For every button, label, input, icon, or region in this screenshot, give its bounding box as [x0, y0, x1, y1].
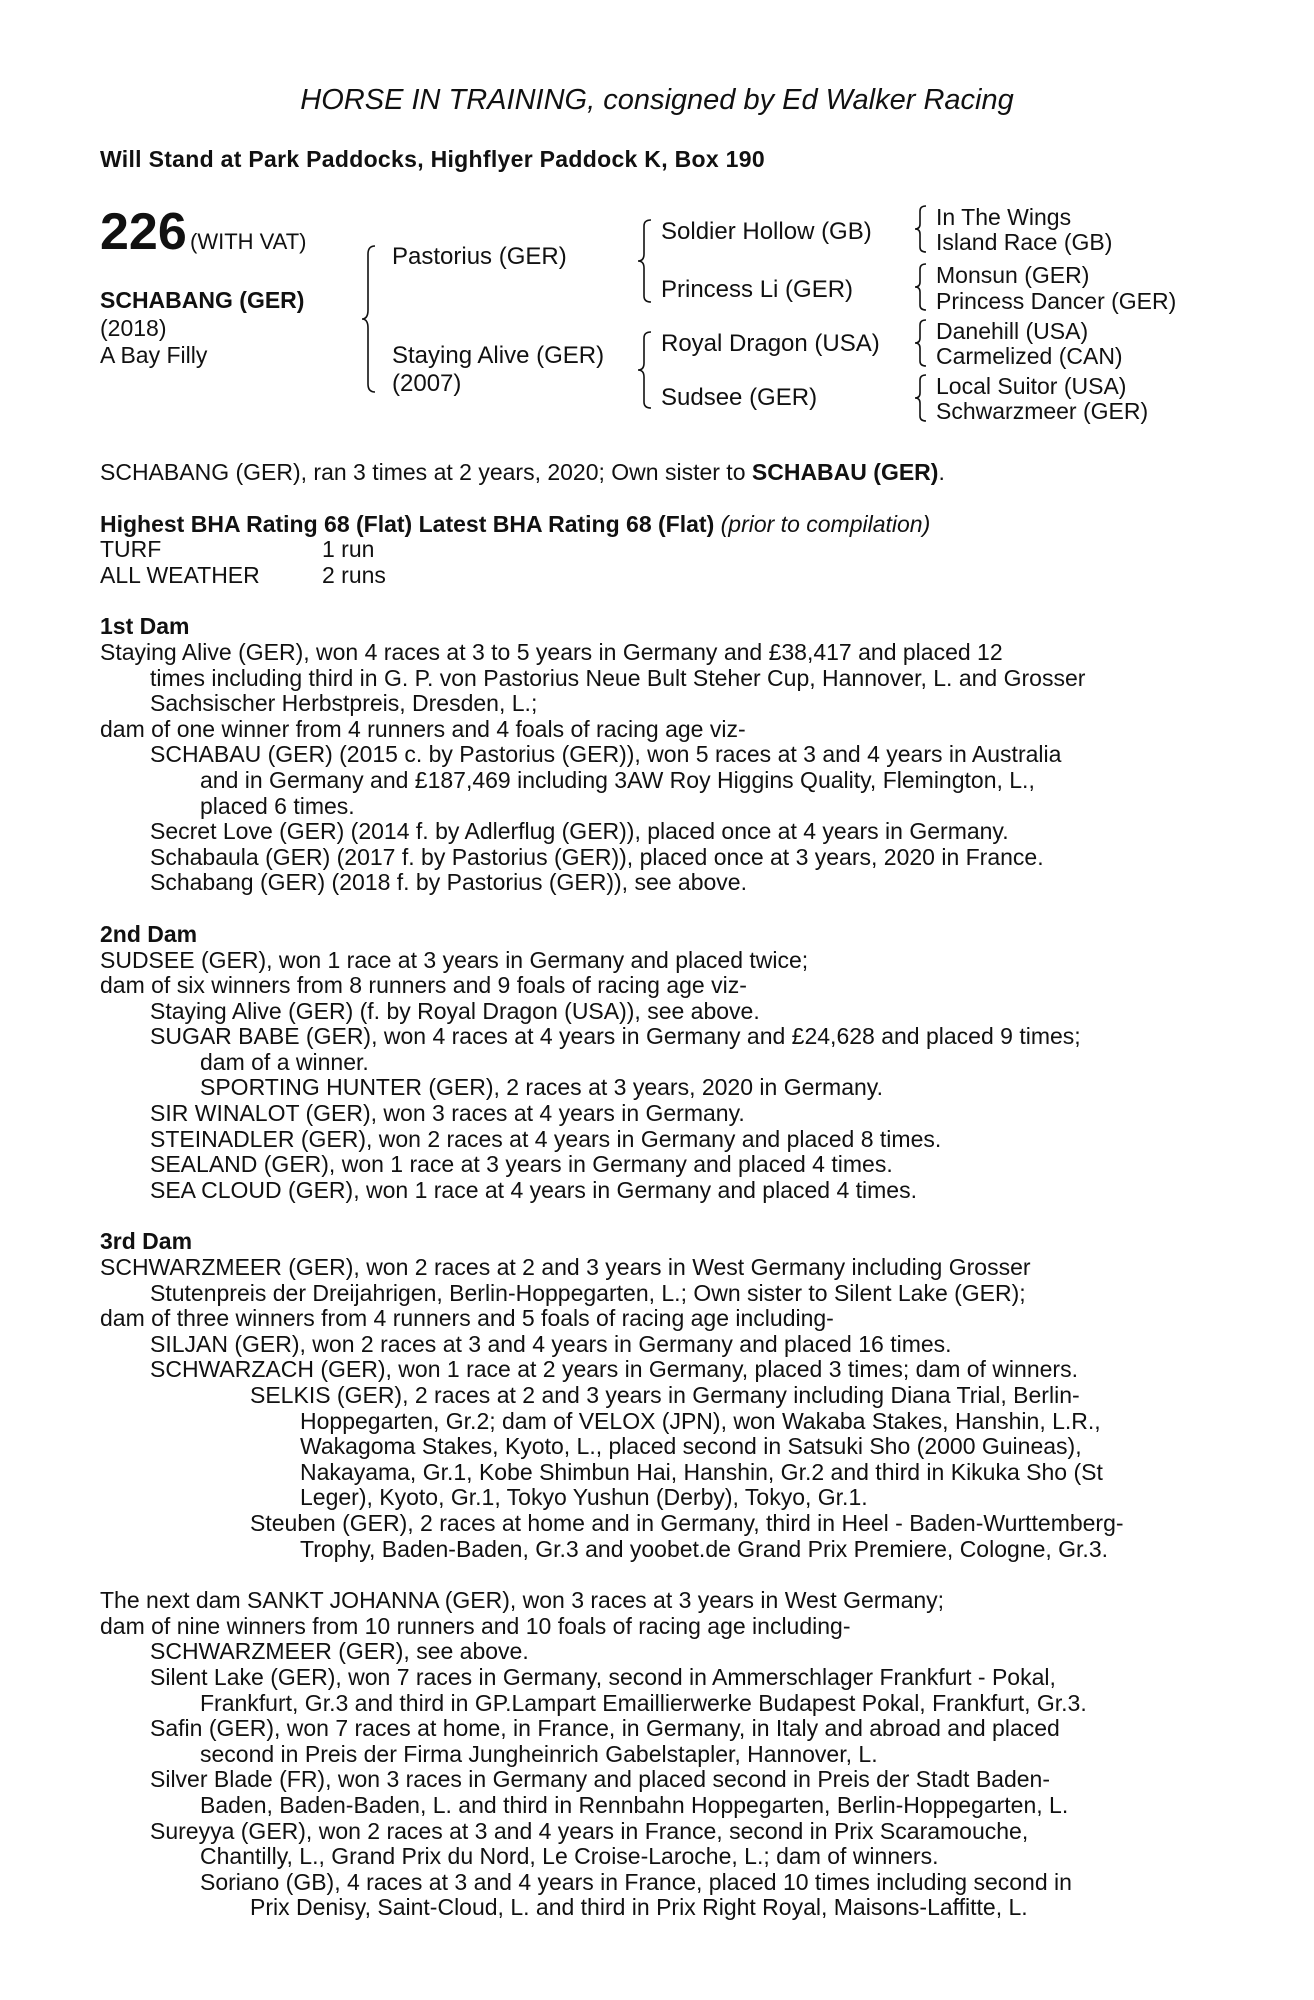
pedigree-brace-g4-2: [913, 262, 929, 312]
produce-line: Frankfurt, Gr.3 and third in GP.Lampart Emaillierwerke Budapest Pokal, Frankfurt, Gr.3.: [200, 1689, 1087, 1716]
produce-line: Secret Love (GER) (2014 f. by Adlerflug (GER)), placed once at 4 years in Germany.: [150, 818, 1009, 845]
produce-line: SUGAR BABE (GER), won 4 races at 4 years in Germany and £24,628 and placed 9 times;: [150, 1023, 1081, 1050]
first-dam-section: [100, 614, 1210, 896]
dam-line: Sachsischer Herbstpreis, Dresden, L.;: [150, 690, 538, 717]
produce-line: Leger), Kyoto, Gr.1, Tokyo Yushun (Derby), Tokyo, Gr.1.: [300, 1484, 868, 1511]
dam-line: The next dam SANKT JOHANNA (GER), won 3 races at 3 years in West Germany;: [100, 1587, 945, 1614]
produce-line: Hoppegarten, Gr.2; dam of VELOX (JPN), won Wakaba Stakes, Hanshin, L.R.,: [300, 1407, 1101, 1434]
pedigree-brace-main: [360, 244, 380, 394]
produce-line: Baden, Baden-Baden, L. and third in Rennbahn Hoppegarten, Berlin-Hoppegarten, L.: [200, 1791, 1069, 1818]
produce-line: Prix Denisy, Saint-Cloud, L. and third in Prix Right Royal, Maisons-Laffitte, L.: [250, 1894, 1028, 1921]
vat-note: (WITH VAT): [190, 229, 307, 254]
second-dam-section: [100, 922, 1210, 1204]
dam-line: dam of six winners from 8 runners and 9 foals of racing age viz-: [100, 972, 747, 999]
gen4-1: In The Wings: [936, 204, 1072, 230]
ratings-label: ALL WEATHER: [100, 561, 260, 588]
dam: Staying Alive (GER): [392, 342, 605, 369]
gen4-4: Princess Dancer (GER): [936, 288, 1177, 314]
summary-end: .: [938, 459, 945, 485]
dam-line: dam of nine winners from 10 runners and 10 foals of racing age including-: [100, 1612, 851, 1639]
gen4-2: Island Race (GB): [936, 229, 1113, 255]
produce-line: Silent Lake (GER), won 7 races in Germany, second in Ammerschlager Frankfurt - Pokal,: [150, 1663, 1056, 1690]
produce-line: Schabang (GER) (2018 f. by Pastorius (GER)), see above.: [150, 869, 747, 896]
stand-location: Will Stand at Park Paddocks, Highflyer Paddock K, Box 190: [100, 146, 765, 172]
ratings-section: [100, 512, 1210, 589]
next-dam-section: [100, 1588, 1210, 1921]
pedigree-brace-g4-4: [913, 373, 929, 423]
ratings-label: TURF: [100, 536, 162, 563]
dam-line: dam of three winners from 4 runners and 5 foals of racing age including-: [100, 1305, 834, 1332]
produce-line: Safin (GER), won 7 races at home, in France, in Germany, in Italy and abroad and placed: [150, 1715, 1060, 1742]
section-heading: 1st Dam: [100, 613, 190, 640]
produce-line: Schabaula (GER) (2017 f. by Pastorius (GER)), placed once at 3 years, 2020 in France.: [150, 843, 1044, 870]
produce-line: SILJAN (GER), won 2 races at 3 and 4 years in Germany and placed 16 times.: [150, 1330, 952, 1357]
produce-line: SCHWARZACH (GER), won 1 race at 2 years in Germany, placed 3 times; dam of winners.: [150, 1356, 1078, 1383]
produce-line: STEINADLER (GER), won 2 races at 4 years in Germany and placed 8 times.: [150, 1125, 942, 1152]
gen4-7: Local Suitor (USA): [936, 373, 1127, 399]
produce-line: and in Germany and £187,469 including 3AW Roy Higgins Quality, Flemington, L.,: [200, 766, 1035, 793]
produce-line: SEA CLOUD (GER), won 1 race at 4 years in Germany and placed 4 times.: [150, 1176, 917, 1203]
produce-line: SCHABAU (GER) (2015 c. by Pastorius (GER)), won 5 races at 3 and 4 years in Australia: [150, 741, 1062, 768]
ratings-value: 2 runs: [322, 561, 386, 588]
produce-line: Silver Blade (FR), won 3 races in Germany and placed second in Preis der Stadt Baden-: [150, 1766, 1050, 1793]
dam-line: SUDSEE (GER), won 1 race at 3 years in Germany and placed twice;: [100, 946, 809, 973]
foaling-year: (2018): [100, 315, 167, 341]
sire: Pastorius (GER): [392, 243, 567, 270]
produce-line: placed 6 times.: [200, 792, 355, 819]
produce-line: Sureyya (GER), won 2 races at 3 and 4 years in France, second in Prix Scaramouche,: [150, 1817, 1029, 1844]
horse-description: A Bay Filly: [100, 342, 208, 368]
dam-dam: Sudsee (GER): [661, 384, 818, 411]
produce-line: Staying Alive (GER) (f. by Royal Dragon (USA)), see above.: [150, 997, 760, 1024]
dam-line: SCHWARZMEER (GER), won 2 races at 2 and 3 years in West Germany including Grosser: [100, 1254, 1031, 1281]
ratings-note: (prior to compilation): [720, 510, 931, 537]
produce-line: SIR WINALOT (GER), won 3 races at 4 years in Germany.: [150, 1100, 745, 1127]
produce-line: second in Preis der Firma Jungheinrich Gabelstapler, Hannover, L.: [200, 1740, 878, 1767]
pedigree-brace-g4-3: [913, 318, 929, 368]
third-dam-section: [100, 1229, 1210, 1562]
section-heading: 2nd Dam: [100, 920, 198, 947]
dam-line: times including third in G. P. von Pastorius Neue Bult Steher Cup, Hannover, L. and Grosser: [150, 664, 1086, 691]
catalogue-body: [100, 460, 1210, 1921]
catalogue-header: HORSE IN TRAINING, consigned by Ed Walker Racing: [300, 84, 1014, 116]
dam-line: dam of one winner from 4 runners and 4 foals of racing age viz-: [100, 715, 746, 742]
lot-number: 226: [100, 203, 187, 261]
dam-sire: Royal Dragon (USA): [661, 330, 880, 357]
section-heading: 3rd Dam: [100, 1228, 193, 1255]
dam-line: Stutenpreis der Dreijahrigen, Berlin-Hoppegarten, L.; Own sister to Silent Lake (GER);: [150, 1279, 1026, 1306]
produce-line: Chantilly, L., Grand Prix du Nord, Le Croise-Laroche, L.; dam of winners.: [200, 1843, 939, 1870]
produce-line: SELKIS (GER), 2 races at 2 and 3 years in Germany including Diana Trial, Berlin-: [250, 1382, 1080, 1408]
pedigree-brace-g4-1: [913, 204, 929, 254]
gen4-3: Monsun (GER): [936, 262, 1090, 288]
produce-line: Soriano (GB), 4 races at 3 and 4 years in France, placed 10 times including second in: [200, 1868, 1072, 1895]
ratings-row: [100, 563, 1210, 589]
ratings-value: 1 run: [322, 536, 375, 563]
dam-year: (2007): [392, 370, 462, 397]
produce-line: SPORTING HUNTER (GER), 2 races at 3 years, 2020 in Germany.: [200, 1074, 883, 1101]
gen4-6: Carmelized (CAN): [936, 343, 1123, 369]
horse-name: SCHABANG (GER): [100, 287, 305, 313]
sire-sire: Soldier Hollow (GB): [661, 218, 872, 245]
dam-line: Staying Alive (GER), won 4 races at 3 to 5 years in Germany and £38,417 and placed 12: [100, 638, 1003, 665]
produce-line: Trophy, Baden-Baden, Gr.3 and yoobet.de Grand Prix Premiere, Cologne, Gr.3.: [300, 1535, 1108, 1562]
produce-line: Wakagoma Stakes, Kyoto, L., placed second in Satsuki Sho (2000 Guineas),: [300, 1433, 1082, 1460]
race-summary: [100, 460, 1210, 486]
ratings-heading: Highest BHA Rating 68 (Flat) Latest BHA Rating 68 (Flat): [100, 510, 715, 537]
produce-line: Nakayama, Gr.1, Kobe Shimbun Hai, Hanshin, Gr.2 and third in Kikuka Sho (St: [300, 1458, 1103, 1485]
ratings-row: [100, 537, 1210, 563]
produce-line: dam of a winner.: [200, 1048, 369, 1075]
gen4-8: Schwarzmeer (GER): [936, 398, 1149, 424]
pedigree-brace-sire: [636, 218, 656, 304]
produce-line: Steuben (GER), 2 races at home and in Germany, third in Heel - Baden-Wurttemberg-: [250, 1509, 1124, 1536]
summary-text: SCHABANG (GER), ran 3 times at 2 years, 2020; Own sister to: [100, 459, 752, 485]
pedigree-brace-dam: [636, 330, 656, 410]
summary-sibling: SCHABAU (GER): [751, 459, 939, 485]
produce-line: SEALAND (GER), won 1 race at 3 years in Germany and placed 4 times.: [150, 1151, 893, 1178]
sire-dam: Princess Li (GER): [661, 276, 854, 303]
gen4-5: Danehill (USA): [936, 318, 1089, 344]
produce-line: SCHWARZMEER (GER), see above.: [150, 1638, 529, 1665]
